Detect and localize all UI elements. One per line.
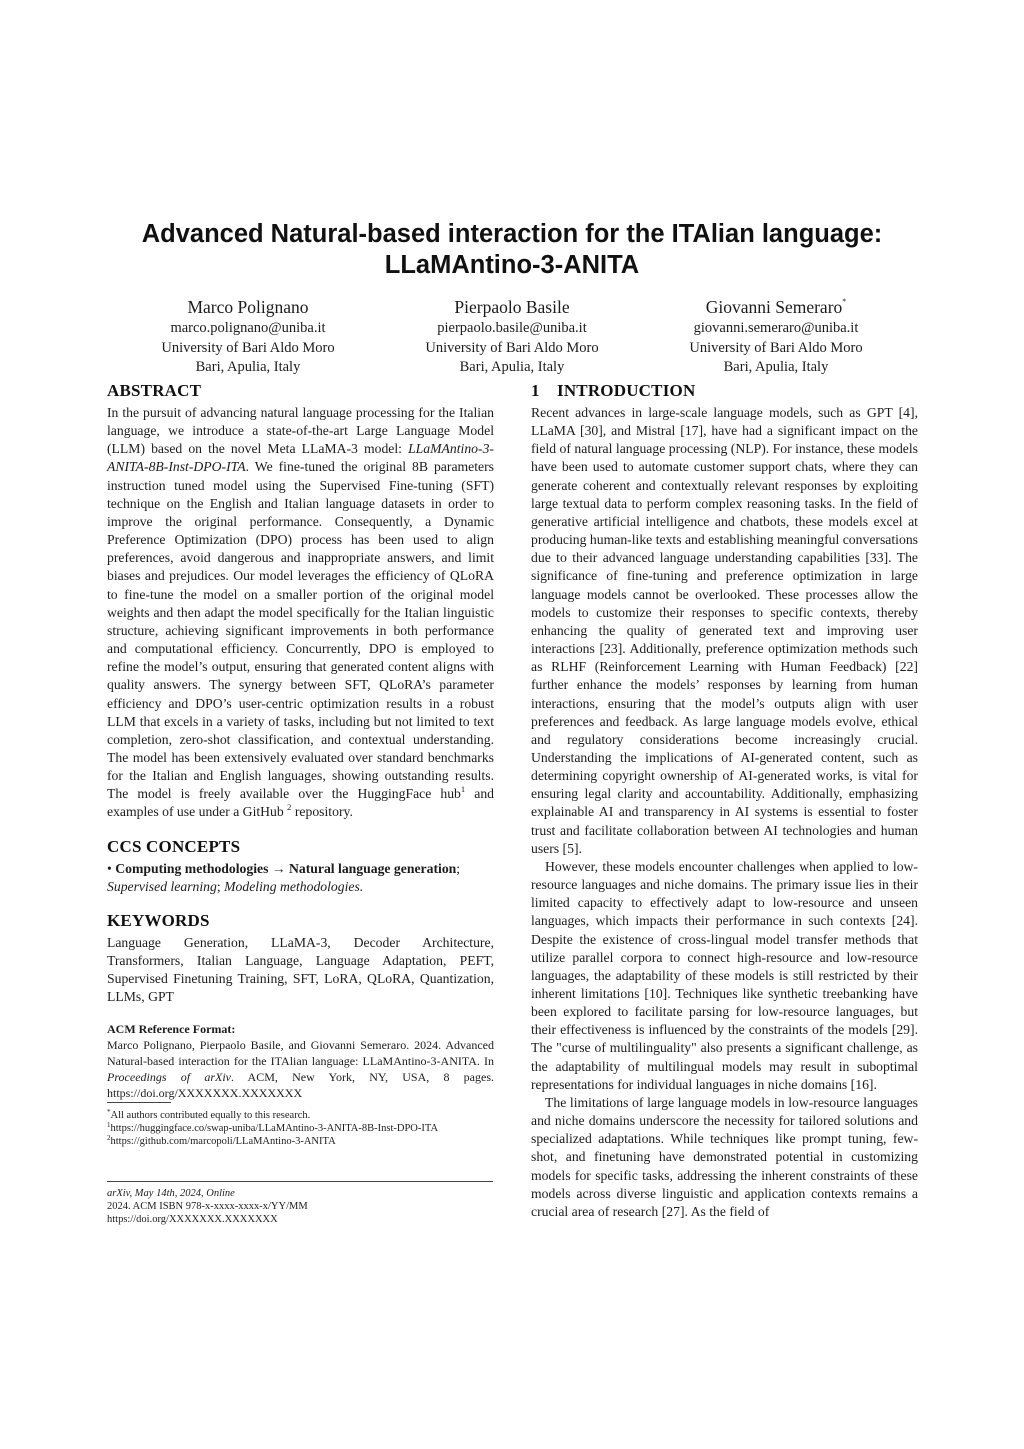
- author-block: [362, 290, 662, 378]
- author-name: Giovanni Semeraro*: [705, 297, 847, 317]
- author-name: Pierpaolo Basile: [454, 297, 570, 317]
- keywords-heading: KEYWORDS: [107, 910, 210, 930]
- intro-paragraph: The limitations of large language models in low-resource languages and niche domains underscore the necessity for tailored solutions and specialized adaptations. While techniques like prompt tuning, few-shot, and finetuning have demonstrated potential in customizing models for specific tasks, addressing the inherent constraints of these models across diverse linguistic and application contexts remains a crucial area of research [27]. As the field of: [531, 1094, 918, 1219]
- footnote: *All authors contributed equally to this research.: [107, 1108, 311, 1121]
- title-line-2: LLaMAntino-3-ANITA: [384, 251, 640, 279]
- footer-divider: [107, 1181, 493, 1182]
- title-line-1: Advanced Natural-based interaction for the ITAlian language:: [141, 220, 883, 248]
- author-name: Marco Polignano: [187, 297, 309, 317]
- author-location: Bari, Apulia, Italy: [195, 359, 301, 375]
- author-affiliation: University of Bari Aldo Moro: [689, 339, 863, 356]
- footnote[interactable]: $^2$https://github.com/marcopoli/LLaMAntino-3-ANITA: [107, 1134, 336, 1147]
- introduction-heading: 1 INTRODUCTION: [531, 381, 696, 400]
- intro-paragraph: Recent advances in large-scale language models, such as GPT [4], LLaMA [30], and Mistral [17], have had a significant impact on the field of natural language processing (NLP). For instance, these models have been used to automate customer support chats, where they can generate coherent and contextually relevant responses by exploiting large textual data to perform complex reasoning tasks. In the field of generative artificial intelligence and chatbots, these models excel at producing human-like texts and establishing meaningful conversations due to their advanced language understanding capabilities [33]. The significance of fine-tuning and preference optimization in large language models cannot be overlooked. These processes allow the models to customize their responses to specific contexts, thereby enhancing the quality of generated text and improving user interactions [23]. Additionally, preference optimization methods such as RLHF (Reinforcement Learning with Human Feedback) [22] further enhance the models’ responses by learning from human interactions, ensuring that the model’s outputs align with user preferences and feedback. As large language models evolve, ethical and regulatory considerations become increasingly crucial. Understanding the implications of AI-generated content, such as determining copyright ownership of AI-generated works, is vital for ensuring legal clarity and accountability. Additionally, emphasizing explainable AI and transparency in AI systems is essential to foster trust and facilitate collaboration between AI technologies and human users [5].: [531, 405, 918, 856]
- acm-ref-heading: ACM Reference Format:: [107, 1021, 236, 1036]
- author-email: pierpaolo.basile@uniba.it: [437, 320, 587, 336]
- author-email: giovanni.semeraro@uniba.it: [693, 320, 859, 336]
- author-affiliation: University of Bari Aldo Moro: [161, 339, 335, 356]
- model-name: LLaMAntino-3-ANITA-8B-Inst-DPO-ITA: [107, 441, 494, 475]
- footer-doi[interactable]: https://doi.org/XXXXXXX.XXXXXXX: [107, 1214, 278, 1225]
- abstract-heading: ABSTRACT: [107, 381, 202, 400]
- intro-paragraph: However, these models encounter challenges when applied to low-resource languages and niche domains. The primary issue lies in their limited capacity to effectively adapt to low-resource and unseen languages, which impacts their performance in such contexts [24]. Despite the existence of cross-lingual model transfer methods that utilize parallel corpora to connect high-resource and low-resource languages, the adaptability of these models is still restricted by their inherent limitations [10]. Techniques like synthetic treebanking have been explored to facilitate parsing for low-resource languages, but their effectiveness is influenced by the constraints of the models [29]. The "curse of multilinguality" also presents a significant challenge, as the adaptability of multilingual models may result in suboptimal representations for individual languages in niche domains [16].: [531, 858, 918, 1092]
- author-affiliation: University of Bari Aldo Moro: [425, 339, 599, 356]
- footnote-ref-1[interactable]: 1: [460, 784, 466, 795]
- author-location: Bari, Apulia, Italy: [459, 359, 565, 375]
- left-column: [107, 380, 494, 1101]
- footnote[interactable]: $^1$https://huggingface.co/swap-uniba/LLaMAntino-3-ANITA-8B-Inst-DPO-ITA: [107, 1121, 439, 1134]
- author-location: Bari, Apulia, Italy: [723, 359, 829, 375]
- keywords-text: Language Generation, LLaMA-3, Decoder Architecture, Transformers, Italian Language, Language Adaptation, PEFT, Supervised Finetuning Training, SFT, LoRA, QLoRA, Quantization, LLMs, GPT: [107, 934, 494, 1005]
- ccs-concepts: • Computing methodologies → Natural language generation; Supervised learning; Modeling methodologies.: [107, 860, 461, 894]
- ccs-bold: Computing methodologies → Natural language generation: [115, 860, 457, 876]
- ccs-heading: CCS CONCEPTS: [107, 836, 241, 856]
- author-block: [626, 290, 926, 378]
- publication-footer: [107, 1187, 507, 1226]
- footnotes: [107, 1109, 507, 1148]
- footnote-divider: [107, 1102, 171, 1103]
- footnote-ref-2[interactable]: 2: [287, 802, 292, 813]
- abstract-text: In the pursuit of advancing natural language processing for the Italian language, we introduce a state-of-the-art Large Language Model (LLM) based on the novel Meta LLaMA-3 model: LLaMAntino-3-ANITA-8B-Inst-DPO-ITA. We fine-tuned the original 8B parameters instruction tuned model using the Supervised Fine-tuning (SFT) technique on the English and Italian language datasets in order to improve the original performance. Consequently, a Dynamic Preference Optimization (DPO) process has been used to align preferences, avoid dangerous and inappropriate answers, and limit biases and prejudices. Our model leverages the efficiency of QLoRA to fine-tune the model on a smaller portion of the original model weights and then adapt the model specifically for the Italian linguistic structure, achieving significant improvements in both performance and computational efficiency. Concurrently, DPO is employed to refine the model’s output, ensuring that generated content aligns with quality answers. The synergy between SFT, QLoRA’s parameter efficiency and DPO’s user-centric optimization results in a robust LLM that excels in a variety of tasks, including but not limited to text completion, zero-shot classification, and contextual understanding. The model has been extensively evaluated over standard benchmarks for the Italian and English languages, showing outstanding results. The model is freely available over the HuggingFace hub$^1$ and examples of use under a GitHub $^2$ repository.: [107, 405, 495, 820]
- right-column: [531, 380, 918, 1221]
- footer-venue: arXiv, May 14th, 2024, Online: [107, 1188, 235, 1199]
- author-block: [98, 290, 398, 378]
- acm-ref-text: Marco Polignano, Pierpaolo Basile, and Giovanni Semeraro. 2024. Advanced Natural-based interaction for the ITAlian language: LLaMAntino-3-ANITA. In Proceedings of arXiv. ACM, New York, NY, USA, 8 pages. https://doi.org/XXXXXXX.XXXXXXX: [107, 1037, 495, 1100]
- author-email: marco.polignano@uniba.it: [170, 320, 326, 336]
- paper-title: [60, 219, 964, 281]
- footer-isbn: 2024. ACM ISBN 978-x-xxxx-xxxx-x/YY/MM: [107, 1201, 308, 1212]
